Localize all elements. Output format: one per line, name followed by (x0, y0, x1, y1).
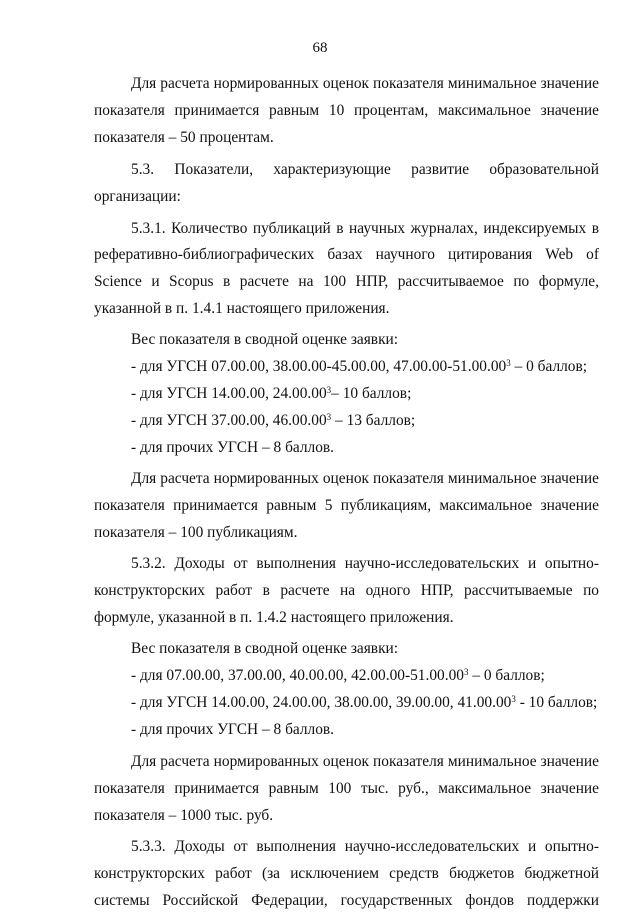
paragraph-normalization-2: Для расчета нормированных оценок показателя минимальное значение показателя принимается равным 5 публикациям, максимальное значение показателя – 100 публикациям. (94, 469, 599, 541)
weight-item-2b: - для УГСН 14.00.00, 24.00.00, 38.00.00, 39.00.00, 41.00.00$^3$ - 10 баллов; (131, 693, 598, 711)
section-heading-5-3-1: 5.3.1. Количество публикаций в научных журналах, индексируемых в реферативно-библиографических базах научного цитирования Web of Science и Scopus в расчете на 100 НПР, рассчитываемое по формуле, указанной в п. 1.4.1 настоящего приложения. (94, 219, 599, 318)
weight-item-1b: - для УГСН 14.00.00, 24.00.00$^3$– 10 баллов; (131, 384, 412, 402)
section-heading-5-3-3: 5.3.3. Доходы от выполнения научно-исследовательских и опытно-конструкторских работ (за исключением средств бюджетов бюджетной системы Российской Федерации, государственных фондов поддержки (94, 838, 599, 910)
weight-item-1d: - для прочих УГСН – 8 баллов. (131, 438, 335, 456)
weight-heading-1: Вес показателя в сводной оценке заявки: (131, 331, 399, 349)
page-number: 68 (312, 40, 328, 56)
section-heading-5-3-2: 5.3.2. Доходы от выполнения научно-исследовательских и опытно-конструкторских работ в расчете на одного НПР, рассчитываемые по формуле, указанной в п. 1.4.2 настоящего приложения. (94, 555, 599, 627)
weight-item-2a: - для 07.00.00, 37.00.00, 40.00.00, 42.00.00-51.00.00$^3$ – 0 баллов; (131, 667, 545, 685)
weight-heading-2: Вес показателя в сводной оценке заявки: (131, 640, 399, 658)
section-heading-5-3: 5.3. Показатели, характеризующие развитие образовательной организации: (94, 160, 599, 205)
paragraph-normalization-3: Для расчета нормированных оценок показателя минимальное значение показателя принимается равным 100 тыс. руб., максимальное значение показателя – 1000 тыс. руб. (94, 752, 599, 824)
paragraph-normalization-1: Для расчета нормированных оценок показателя минимальное значение показателя принимается равным 10 процентам, максимальное значение показателя – 50 процентам. (94, 75, 599, 146)
weight-item-1a: - для УГСН 07.00.00, 38.00.00-45.00.00, 47.00.00-51.00.00$^3$ – 0 баллов; (131, 358, 588, 376)
weight-item-1c: - для УГСН 37.00.00, 46.00.00$^3$ – 13 баллов; (131, 411, 416, 429)
document-body (94, 71, 599, 915)
weight-item-2c: - для прочих УГСН – 8 баллов. (131, 720, 335, 738)
